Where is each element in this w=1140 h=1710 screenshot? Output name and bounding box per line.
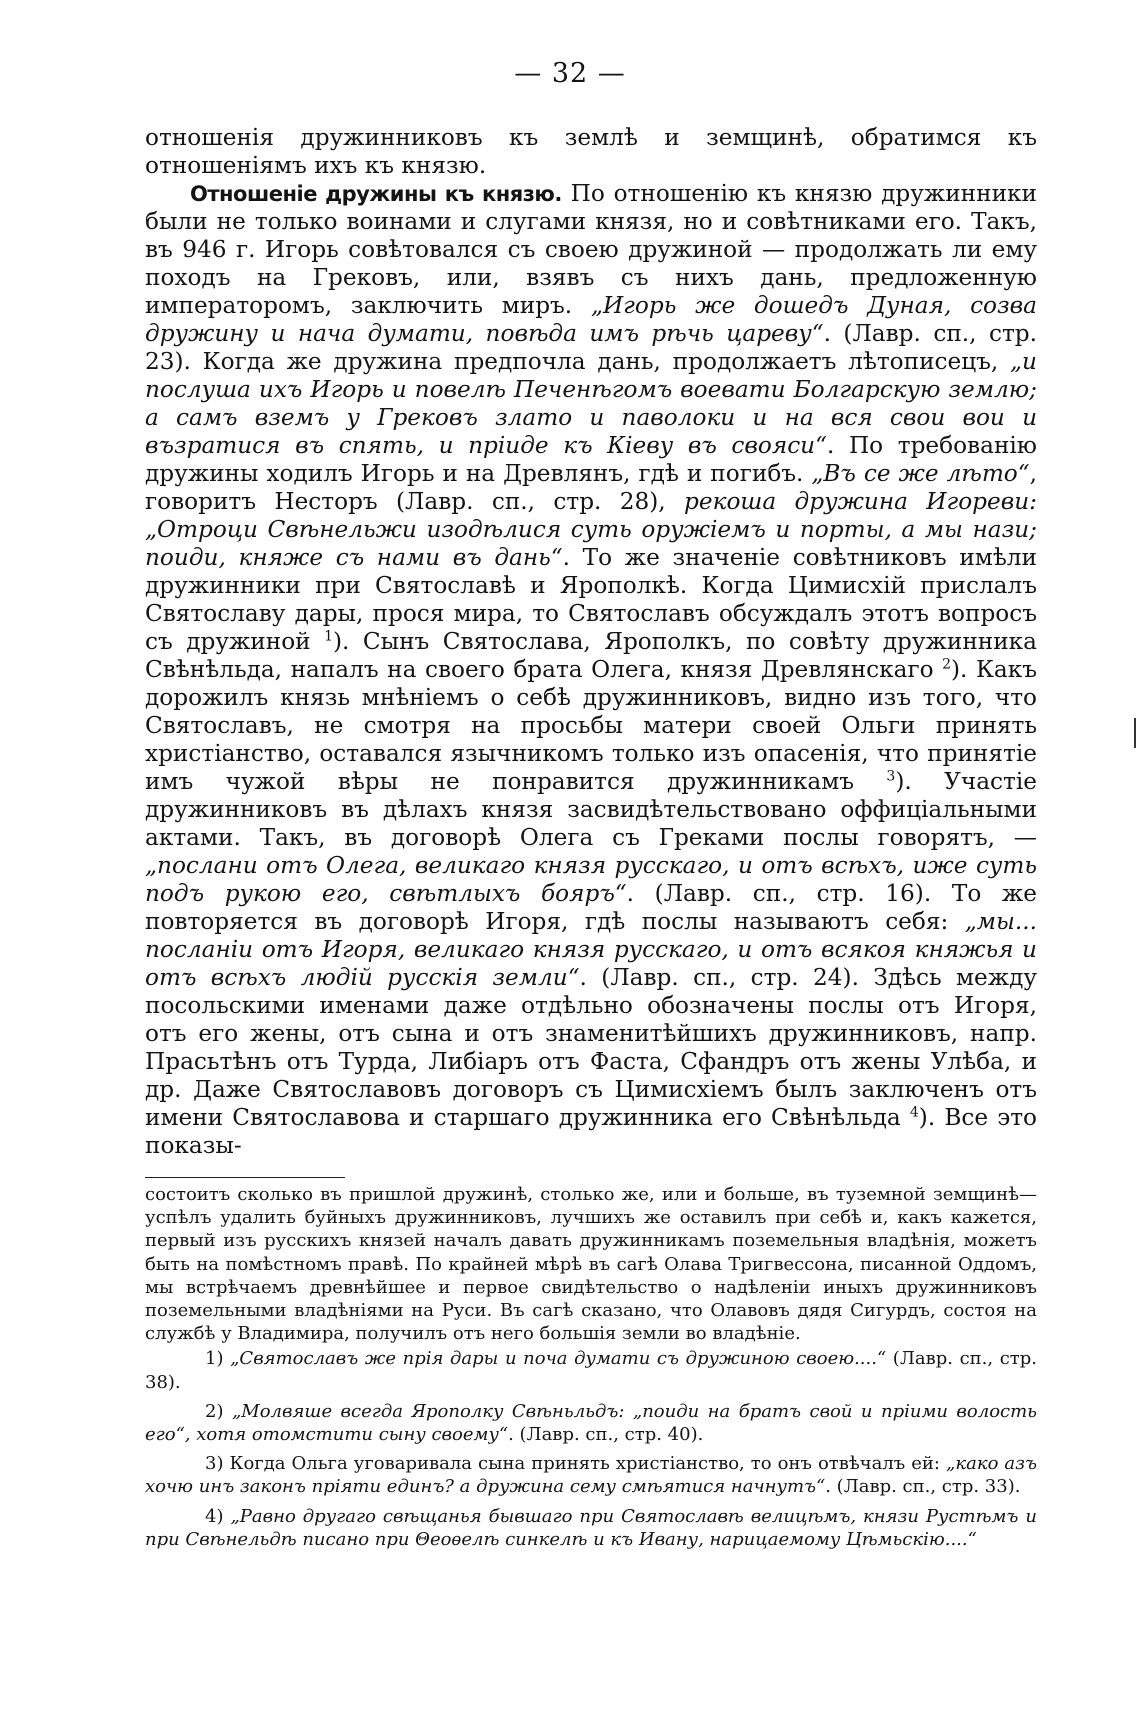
footnote-mark: 4) <box>205 1505 224 1527</box>
text-run: . По требованію дружины ходилъ Игорь и на Древлянъ, гдѣ и погибъ. <box>145 432 1037 487</box>
text-run: ). Все это показы- <box>145 1104 1037 1159</box>
footnote-3 <box>145 1452 1037 1498</box>
footnote-4 <box>145 1505 1037 1551</box>
footnote-text: (Лавр. сп., стр. 38). <box>145 1348 1037 1393</box>
footnote-2 <box>145 1400 1037 1446</box>
footnote-1 <box>145 1347 1037 1393</box>
scan-edge-mark <box>1134 718 1136 748</box>
text-run: . (Лавр. сп., стр. 24). Здѣсь между посольскими именами даже отдѣльно обозначены послы отъ Игоря, отъ его жены, отъ сына и отъ знаменитѣйшихъ дружинниковъ, напр. Прасьтѣнъ отъ Турда, Либіаръ отъ Фаста, Сфандръ отъ жены Улѣба, и др. Даже Святославовъ договоръ съ Цимисхіемъ былъ заключенъ отъ имени Святославова и старшаго дружинника его Свѣнѣльда <box>145 964 1037 1131</box>
section-heading: Отношеніе дружины къ князю. <box>190 182 562 206</box>
footnote-ref: 2 <box>942 656 952 673</box>
text-run: ). Какъ дорожилъ князь мнѣніемъ о себѣ дружинниковъ, видно изъ того, что Святославъ, не смотря на просьбы матери своей Ольги принять христіанство, оставался язычникомъ только изъ опасенія, что принятіе имъ чужой вѣры не понравится дружинникамъ <box>145 656 1037 795</box>
chronicle-quote: „и послуша ихъ Игорь и повелѣ Печенѣгомъ воевати Болгарскую землю; а самъ вземъ у Грековъ злато и паволоки и на вся свои вои и възратися въ спять, и пріиде къ Кіеву въ свояси“ <box>145 348 1037 459</box>
footnote-ref: 3 <box>886 768 896 785</box>
footnote-mark: 3) <box>205 1453 224 1475</box>
footnote-text: . (Лавр. сп., стр. 40). <box>508 1424 704 1446</box>
footnote-mark: 1) <box>205 1348 224 1370</box>
treaty-quote: „мы... посланіи отъ Игоря, великаго князя русскаго, и отъ всякоя княжья и отъ всѣхъ людій русскія земли“ <box>145 908 1037 991</box>
footnote-quote: „Равно другаго свѣщанья бывшаго при Святославѣ велицѣмъ, князи Рустѣмъ и при Свѣнельдѣ писано при Θеоѳелѣ синкелѣ и къ Ивану, нарицаемому Цѣмьскію....“ <box>145 1505 1037 1550</box>
footnote-continuation: состоитъ сколько въ пришлой дружинѣ, столько же, или и больше, въ туземной земщинѣ—успѣлъ удалить буйныхъ дружинниковъ, лучшихъ же оставилъ при себѣ и, какъ кажется, первый изъ русскихъ князей началъ давать дружинникамъ поземельныя владѣнія, можетъ быть на помѣстномъ правѣ. По крайней мѣрѣ въ сагѣ Олава Тригвессона, писанной Оддомъ, мы встрѣчаемъ древнѣйшее и первое свидѣтельство о надѣленіи иныхъ дружинниковъ поземельными владѣніями на Руси. Въ сагѣ сказано, что Олавовъ дядя Сигурдъ, состоя на службѣ у Владимира, получилъ отъ него большія земли во владѣніе. <box>145 1184 1037 1345</box>
paragraph-druzhina-prince <box>145 180 1037 1160</box>
footnote-text: . (Лавр. сп., стр. 33). <box>825 1476 1021 1498</box>
page-number: — 32 — <box>514 58 626 89</box>
text-run: , говоритъ Несторъ (Лавр. сп., стр. 28), <box>145 460 1037 515</box>
text-run: По отношенію къ князю дружинники были не только воинами и слугами князя, но и совѣтниками его. Такъ, въ 946 г. Игорь совѣтовался съ своею дружиной — продолжать ли ему походъ на Грековъ, или, взявъ съ нихъ дань, предложенную императоромъ, заключить миръ. <box>145 180 1037 319</box>
chronicle-quote: „Въ се же лѣто“ <box>811 460 1030 487</box>
text-run: . (Лавр. сп., стр. 16). То же повторяется въ договорѣ Игоря, гдѣ послы называютъ себя: <box>145 880 1037 935</box>
footnote-quote: „како азъ хочю инъ законъ пріяти единъ? а дружина сему смѣятися начнутъ“ <box>145 1453 1037 1498</box>
text-run: . (Лавр. сп., стр. 23). Когда же дружина предпочла дань, продолжаетъ лѣтописецъ, <box>145 320 1037 375</box>
paragraph-continuation: отношенія дружинниковъ къ землѣ и земщинѣ, обратимся къ отношеніямъ ихъ къ князю. <box>145 124 1037 179</box>
footnote-mark: 2) <box>205 1400 224 1422</box>
footnote-quote: „Молвяше всегда Ярополку Свѣньльдъ: „поиди на братъ свой и пріими волость его“, хотя отомстити сыну своему“ <box>145 1400 1037 1446</box>
footnote-quote: „Святославъ же прія дары и поча думати съ дружиною своею....“ <box>230 1348 887 1370</box>
footnote-ref: 1 <box>324 628 334 645</box>
main-text <box>145 124 1037 1160</box>
text-run: . То же значеніе совѣтниковъ имѣли дружинники при Святославѣ и Ярополкѣ. Когда Цимисхій прислалъ Святославу дары, прося мира, то Святославъ обсуждалъ этотъ вопросъ съ дружиной <box>145 544 1037 655</box>
treaty-quote: „послани отъ Олега, великаго князя русскаго, и отъ всѣхъ, иже суть подъ рукою его, свѣтлыхъ бояръ“ <box>145 852 1037 907</box>
text-run: ). Участіе дружинниковъ въ дѣлахъ князя засвидѣтельствовано оффиціальными актами. Такъ, въ договорѣ Олега съ Греками послы говорятъ, — <box>145 768 1037 851</box>
footnote-ref: 4 <box>909 1104 919 1121</box>
footnotes <box>145 1183 1037 1557</box>
chronicle-quote: „Игорь же дошедъ Дуная, созва дружину и нача думати, повѣда имъ рѣчь цареву“ <box>145 292 1037 347</box>
text-run: ). Сынъ Святослава, Ярополкъ, по совѣту дружинника Свѣнѣльда, напалъ на своего брата Олега, князя Древлянскаго <box>145 628 1037 683</box>
chronicle-quote: рекоша дружина Игореви: „Отроци Свѣнельжи изодѣлися суть оружіемъ и порты, а мы нази; поиди, княже съ нами въ дань“ <box>145 488 1037 571</box>
footnote-divider <box>145 1177 345 1178</box>
footnote-text: Когда Ольга уговаривала сына принять христіанство, то онъ отвѣчалъ ей: <box>223 1453 947 1475</box>
